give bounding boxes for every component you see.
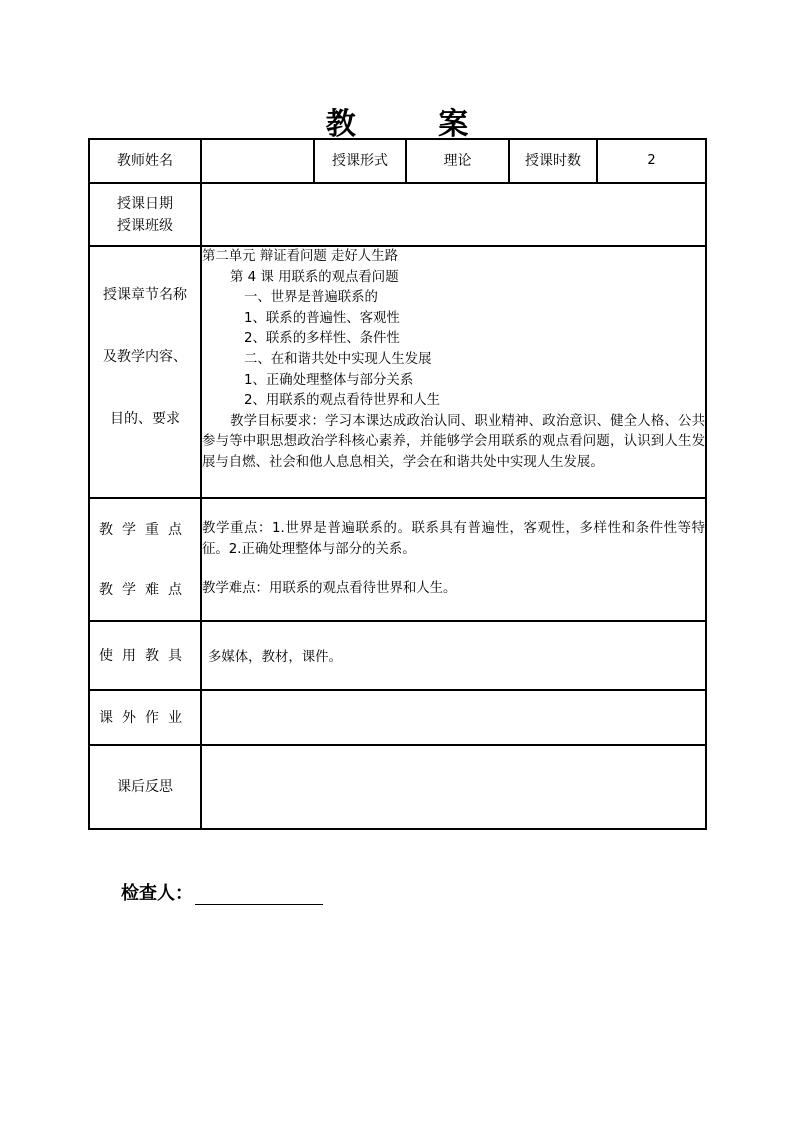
date-class-label	[89, 183, 201, 246]
date-class-row	[89, 183, 706, 246]
key-points-label	[89, 498, 201, 621]
chapter-label	[89, 246, 201, 498]
chapter-label-line2: 及教学内容、	[103, 349, 187, 365]
key-points-row	[89, 498, 706, 621]
form-value[interactable]: 理论	[406, 139, 509, 183]
chapter-row	[89, 246, 706, 498]
form-label: 授课形式	[314, 139, 406, 183]
chapter-content[interactable]	[201, 246, 706, 498]
class-label: 授课班级	[117, 217, 173, 234]
teacher-name-label: 教师姓名	[89, 139, 201, 183]
unit-heading: 第二单元 辩证看问题 走好人生路	[202, 249, 398, 264]
key-points-content[interactable]	[201, 498, 706, 621]
outline-item: 2、用联系的观点看待世界和人生	[244, 393, 440, 409]
checker-label: 检查人：	[121, 883, 193, 904]
homework-row	[89, 690, 706, 745]
outline-item: 二、在和谐共处中实现人生发展	[244, 351, 432, 367]
chapter-label-line3: 目的、要求	[110, 411, 180, 427]
homework-field[interactable]	[201, 690, 706, 745]
date-label: 授课日期	[117, 195, 173, 212]
outline-item: 1、联系的普遍性、客观性	[244, 310, 400, 326]
hours-value[interactable]: 2	[597, 139, 706, 183]
outline-item: 一、世界是普遍联系的	[244, 290, 378, 306]
date-class-field[interactable]	[201, 183, 706, 246]
teacher-name-field[interactable]	[201, 139, 314, 183]
difficult-label: 教学难点	[99, 581, 191, 598]
outline-item: 2、联系的多样性、条件性	[244, 331, 400, 347]
checker-signature	[121, 879, 323, 905]
reflection-row	[89, 745, 706, 829]
objectives-text: 教学目标要求：学习本课达成政治认同、职业精神、政治意识、健全人格、公共参与等中职思想政治学科核心素养，并能够学会用联系的观点看问题，认识到人生发展与自燃、社会和他人息息相关，学会在和谐共处中实现人生发展。	[202, 413, 705, 470]
key-text: 教学重点：1.世界是普遍联系的。联系具有普遍性，客观性，多样性和条件性等特征。2.正确处理整体与部分的关系。	[202, 521, 705, 557]
tools-label: 使用教具	[89, 621, 201, 690]
header-row	[89, 139, 706, 183]
lesson-plan-table	[88, 138, 707, 830]
outline-item: 1、正确处理整体与部分关系	[244, 372, 414, 388]
page-title: 教 案	[325, 107, 505, 142]
tools-value[interactable]: 多媒体，教材，课件。	[201, 621, 706, 690]
reflection-label: 课后反思	[89, 745, 201, 829]
lesson-heading: 第 4 课 用联系的观点看问题	[230, 269, 399, 285]
chapter-label-line1: 授课章节名称	[103, 287, 187, 303]
difficult-text: 教学难点：用联系的观点看待世界和人生。	[202, 581, 457, 597]
homework-label: 课外作业	[89, 690, 201, 745]
hours-label: 授课时数	[509, 139, 597, 183]
tools-row	[89, 621, 706, 690]
reflection-field[interactable]	[201, 745, 706, 829]
key-label: 教学重点	[99, 521, 191, 538]
checker-signature-line[interactable]	[195, 884, 323, 905]
